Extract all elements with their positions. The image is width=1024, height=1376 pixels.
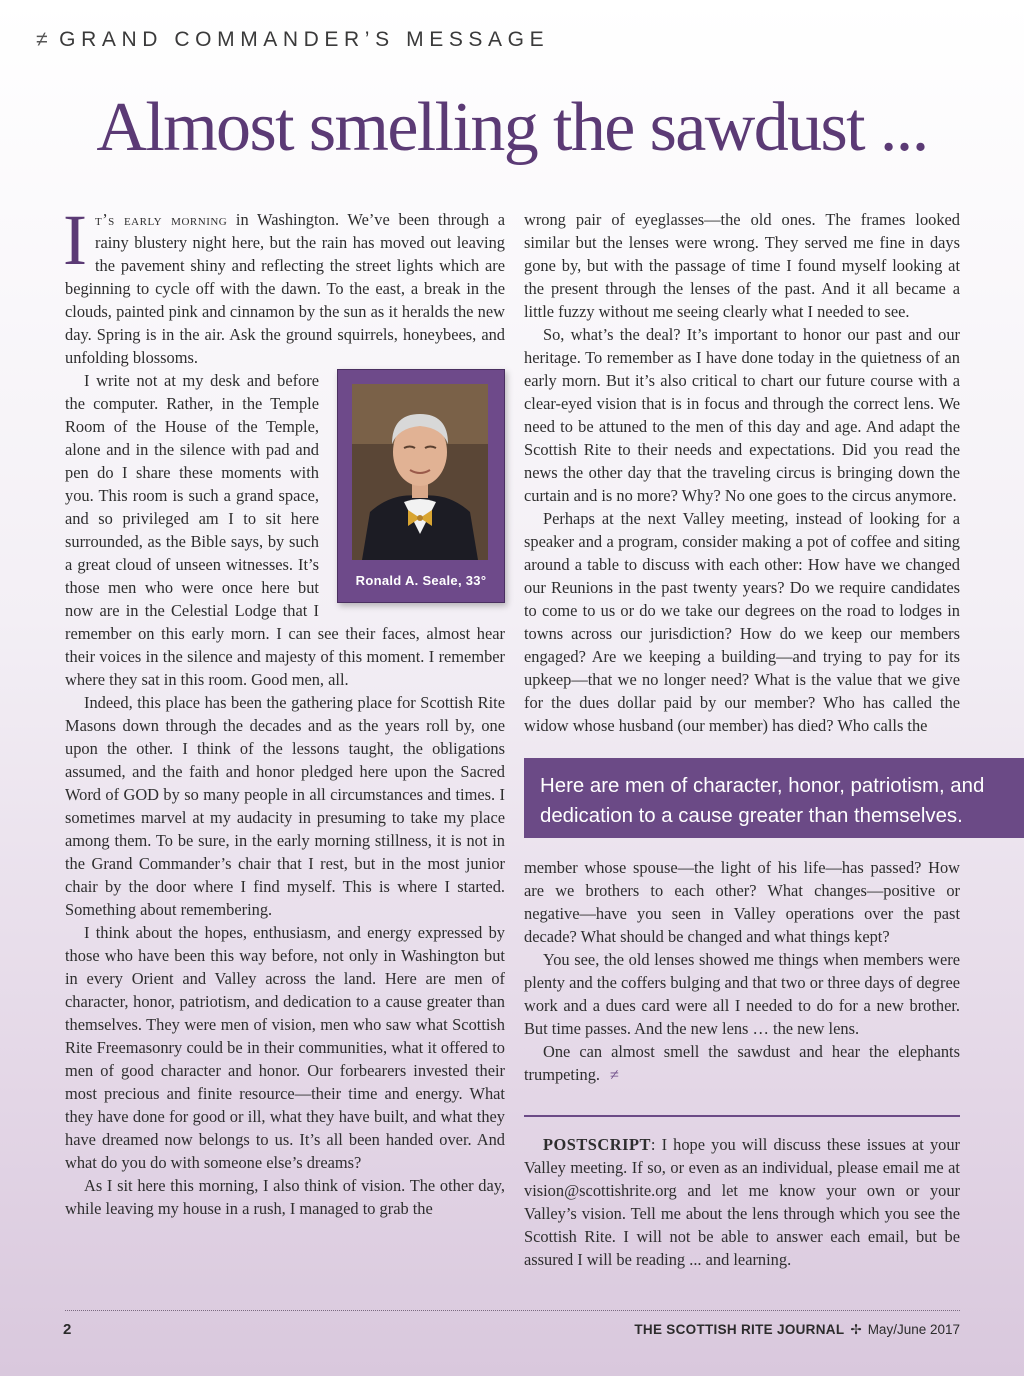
author-portrait xyxy=(352,384,488,560)
issue-date: May/June 2017 xyxy=(867,1322,960,1337)
paragraph-11 xyxy=(524,1040,960,1086)
drop-cap: I xyxy=(63,200,87,280)
paragraph-1 xyxy=(63,200,505,369)
paragraph-9: member whose spouse—the light of his life—has passed? How are we brothers to each other? What changes—positive or negative—have you seen in Valley operations over the past decade? What should be changed and what things kept? xyxy=(524,858,960,946)
article-column-right-bottom xyxy=(524,856,960,1086)
pull-quote: Here are men of character, honor, patriotism, and dedication to a cause greater than themselves. xyxy=(524,758,1024,838)
paragraph-8: Perhaps at the next Valley meeting, instead of looking for a speaker and a program, consider making a pot of coffee and siting around a table to discuss with each other: How have we changed our Reunions in the past twenty years? Do we require candidates to come to us or do we take our degrees on the road to lodges in towns across our jurisdiction? How do we keep our members engaged? Are we keeping a building—and trying to pay for its upkeep—that we no longer need? What is the value that we give for the dues dollar paid by our member? Who has called the widow whose husband (our member) has died? Who calls the xyxy=(524,509,960,735)
paragraph-10: You see, the old lenses showed me things when members were plenty and the coffers bulging and that two or three days of degree work and a dues card were all I needed to do for a new brother. But time passes. And the new lens … the new lens. xyxy=(524,950,960,1038)
author-photo-frame xyxy=(337,369,505,603)
postscript-text: : I hope you will discuss these issues at your Valley meeting. If so, or even as an individual, please email me at vision@scottishrite.org and let me know your own or your Valley’s vision. Tell me about the lens through which you see the Scottish Rite. I will not be able to answer each email, but be assured I will be reading ... and learning. xyxy=(524,1135,960,1269)
section-kicker xyxy=(36,28,549,52)
paragraph-4: I think about the hopes, enthusiasm, and energy expressed by those who have been this way before, not only in Washington but in every Orient and Valley across the land. Here are men of character, honor, patriotism, and dedication to a cause greater than themselves. They were men of vision, men who saw what Scottish Rite Freemasonry could be in their communities, what it offered to men of good character and honor. Our forbearers invested their most precious and finite resource—their time and energy. What they have done for good or ill, what they have built, and what they have dreamed now belongs to us. It’s all been handed over. And what do you do with someone else’s dreams? xyxy=(65,923,505,1172)
double-eagle-mark-icon: ≠ xyxy=(36,28,54,51)
footer-separator-icon: ✢ xyxy=(850,1322,862,1337)
postscript-label: POSTSCRIPT xyxy=(543,1135,651,1154)
portrait-illustration xyxy=(352,384,488,560)
postscript-divider xyxy=(524,1115,960,1117)
closing-line: One can almost smell the sawdust and hear the elephants trumpeting. xyxy=(524,1042,960,1084)
lead-in: t’s early morning xyxy=(94,210,228,229)
paragraph-1-text: in Washington. We’ve been through a rainy blustery night here, but the rain has moved out leaving the pavement shiny and reflecting the street lights which are beginning to cycle off with the dawn. To the east, a break in the clouds, painted pink and cinnamon by the sun as it heralds the new day. Spring is in the air. Ask the ground squirrels, honeybees, and unfolding blossoms. xyxy=(65,210,505,367)
paragraph-6: wrong pair of eyeglasses—the old ones. The frames looked similar but the lenses were wrong. They served me fine in days gone by, but with the passage of time I found myself looking at the present through the lenses of the past. And it all became a little fuzzy without me seeing clearly what I needed to see. xyxy=(524,210,960,321)
section-label: GRAND COMMANDER’S MESSAGE xyxy=(59,28,550,51)
publication-name: THE SCOTTISH RITE JOURNAL xyxy=(634,1322,845,1337)
article-column-left xyxy=(63,200,505,1220)
footer-divider xyxy=(65,1310,960,1311)
paragraph-5: As I sit here this morning, I also think of vision. The other day, while leaving my house in a rush, I managed to grab the xyxy=(65,1176,505,1218)
end-mark-icon: ≠ xyxy=(610,1065,620,1084)
page-number: 2 xyxy=(63,1321,72,1338)
article-headline: Almost smelling the sawdust ... xyxy=(96,89,928,166)
paragraph-3: Indeed, this place has been the gathering place for Scottish Rite Masons down through the decades and as the years roll by, one upon the other. I think of the lessons taught, the obligations assumed, and the faith and honor pledged here upon the Sacred Word of GOD by so many people in all circumstances and times. I sometimes marvel at my audacity in presuming to take my place among them. To be sure, in the early morning stillness, it is not in the Grand Commander’s chair that I rest, but in the most junior chair by the door where I find myself. This is where I started. Something about remembering. xyxy=(65,693,505,919)
photo-caption: Ronald A. Seale, 33° xyxy=(355,573,487,588)
postscript xyxy=(524,1133,960,1271)
paragraph-2: I write not at my desk and before the computer. Rather, in the Temple Room of the House of the Temple, alone and in the silence with pad and pen do I share these moments with you. This room is such a grand space, and so privileged am I to sit here surrounded, as the Bible says, by such a great cloud of unseen witnesses. It’s those men who were once here but now are in the Celestial Lodge that I remember on this early morn. I can see their faces, almost hear their voices in the silence and majesty of this moment. I remember where they sat in this room. Good men, all. xyxy=(65,371,505,689)
article-column-right-top xyxy=(524,208,960,737)
paragraph-7: So, what’s the deal? It’s important to honor our past and our heritage. To remember as I have done today in the quietness of an early morn. But it’s also critical to chart our future course with a clear-eyed vision that is in focus and through the correct lens. We need to be attuned to the men of this day and age. And adapt the Scottish Rite to their needs and expectations. Did you read the news the other day that the traveling circus is bringing down the curtain and is no more? Why? No one goes to the circus anymore. xyxy=(524,325,960,505)
publication-footer xyxy=(634,1322,960,1338)
